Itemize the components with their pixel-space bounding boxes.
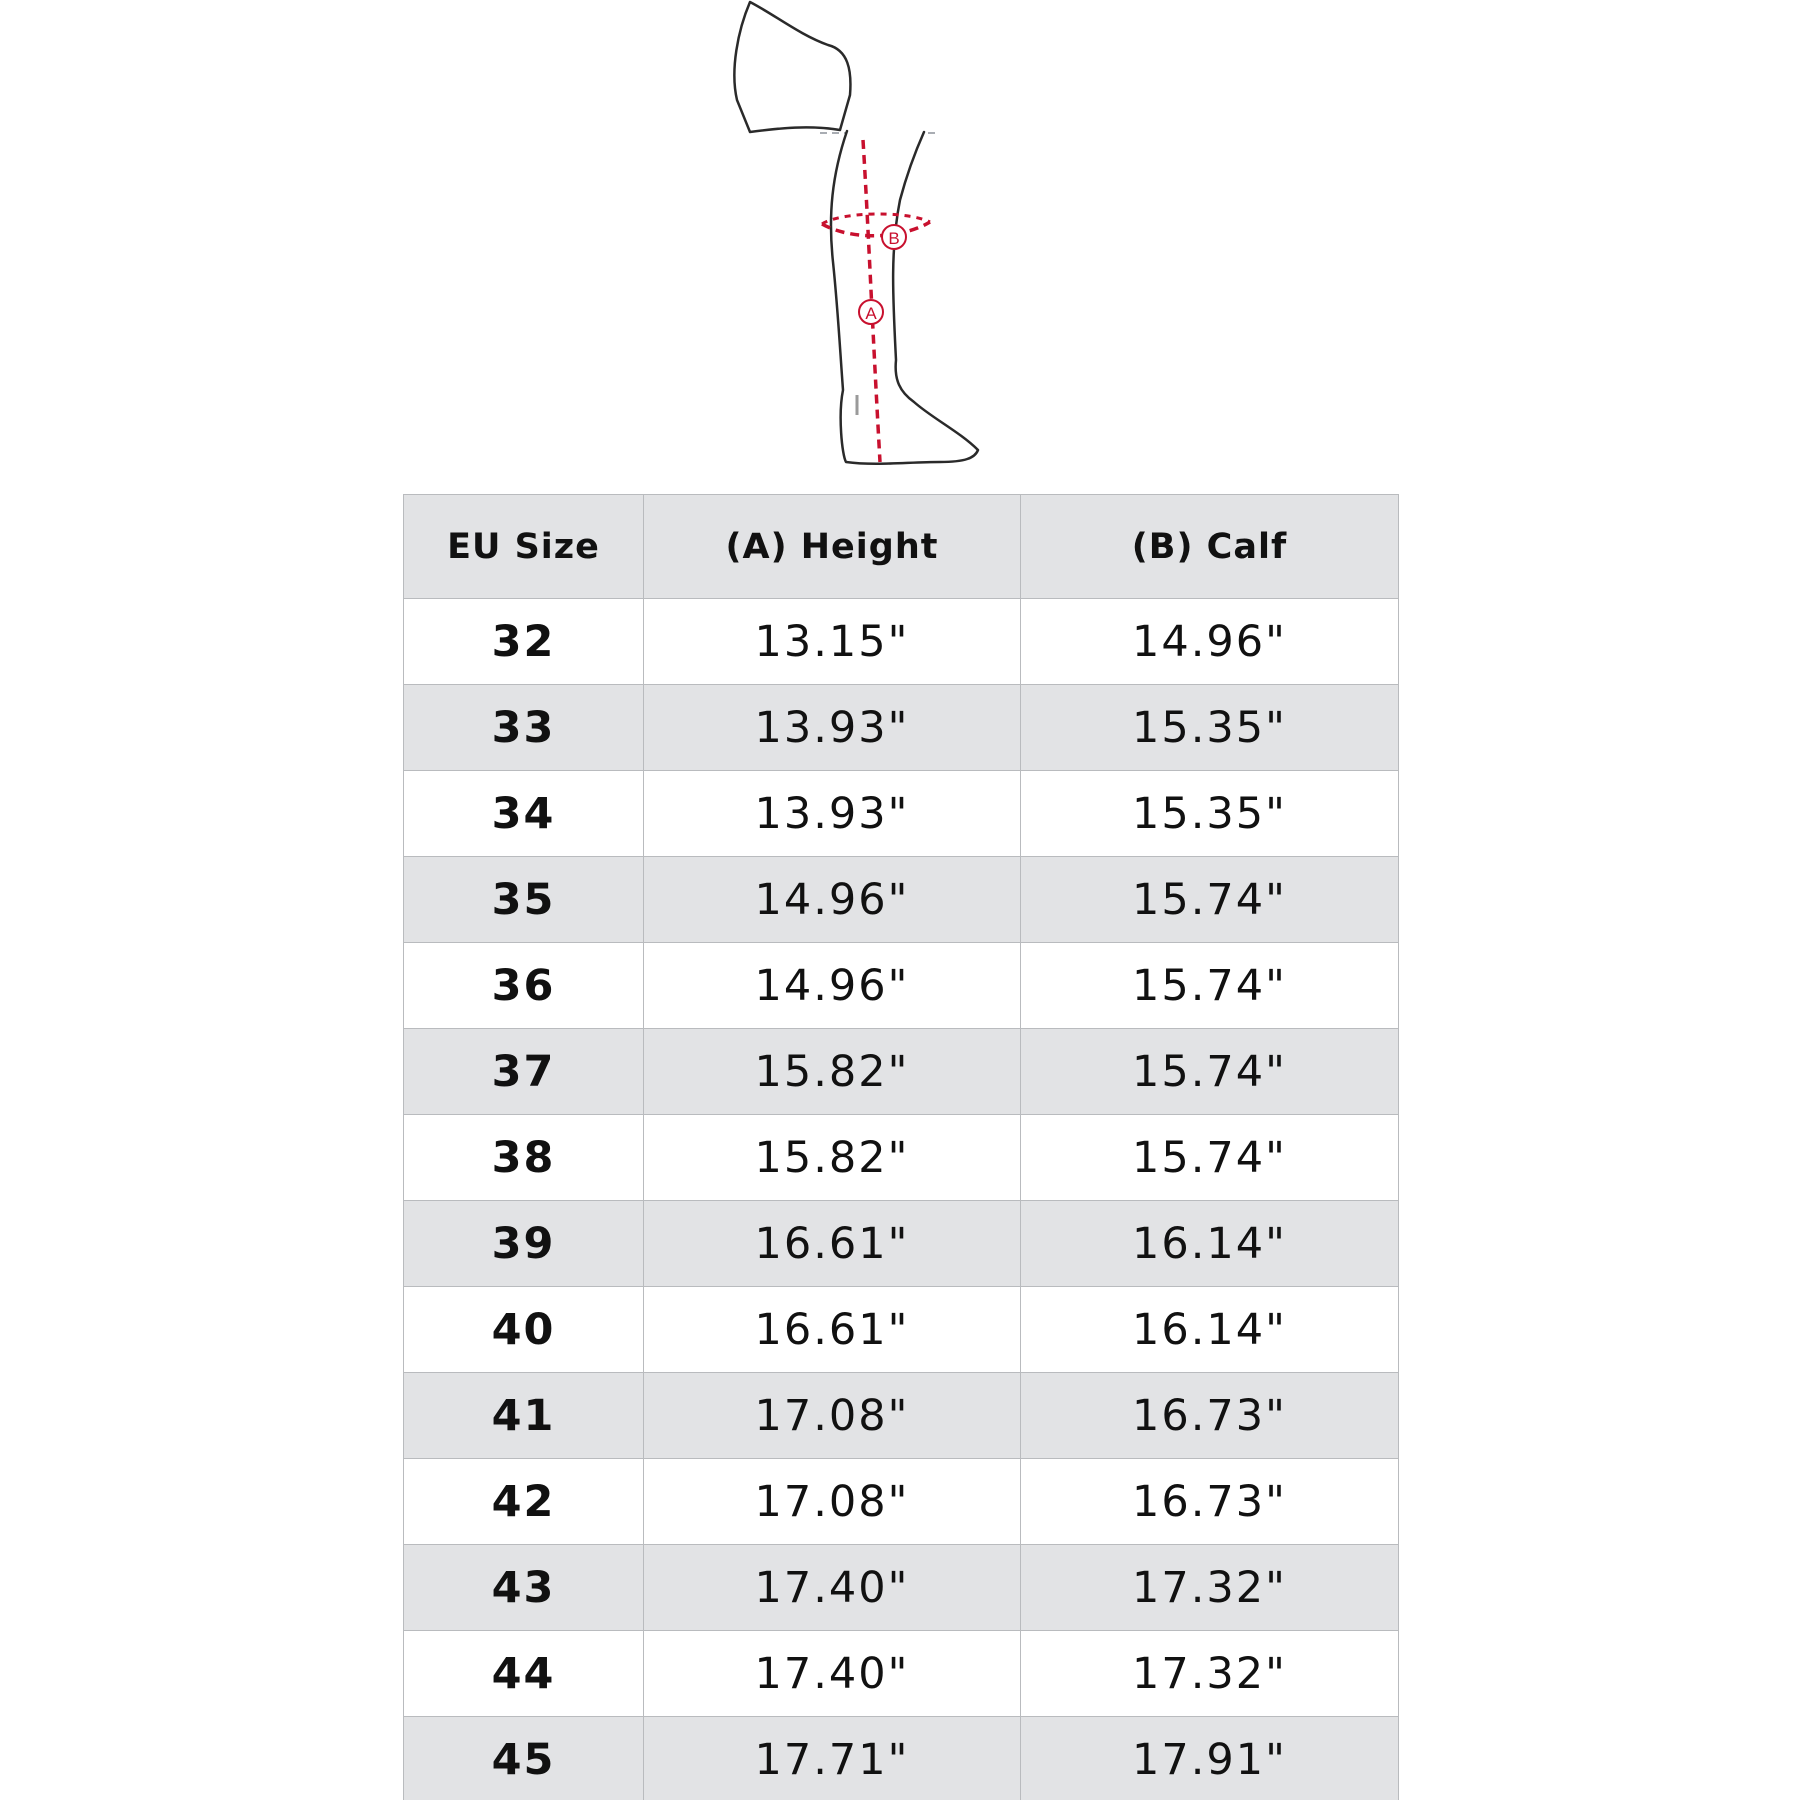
calf-cell: 15.35" <box>1021 685 1399 771</box>
size-cell: 34 <box>404 771 644 857</box>
calf-cell: 17.32" <box>1021 1631 1399 1717</box>
size-cell: 44 <box>404 1631 644 1717</box>
calf-cell: 16.14" <box>1021 1201 1399 1287</box>
height-cell: 16.61" <box>644 1201 1021 1287</box>
table-row <box>404 943 1399 1029</box>
lower-leg-outline <box>831 131 978 464</box>
calf-cell: 16.14" <box>1021 1287 1399 1373</box>
table-row <box>404 1631 1399 1717</box>
size-cell: 42 <box>404 1459 644 1545</box>
table-header-row <box>404 495 1399 599</box>
height-cell: 17.08" <box>644 1459 1021 1545</box>
height-cell: 17.08" <box>644 1373 1021 1459</box>
table-row <box>404 1545 1399 1631</box>
table-row <box>404 599 1399 685</box>
header-height: (A) Height <box>644 495 1021 599</box>
leg-measurement-diagram <box>700 0 1060 470</box>
calf-label-text: B <box>888 229 900 248</box>
table-row <box>404 685 1399 771</box>
size-cell: 32 <box>404 599 644 685</box>
size-cell: 38 <box>404 1115 644 1201</box>
height-cell: 16.61" <box>644 1287 1021 1373</box>
table-row <box>404 1287 1399 1373</box>
height-cell: 17.71" <box>644 1717 1021 1800</box>
height-label-text: A <box>865 304 877 323</box>
table-row <box>404 1459 1399 1545</box>
height-cell: 15.82" <box>644 1029 1021 1115</box>
thigh-outline <box>734 2 850 132</box>
height-cell: 13.93" <box>644 771 1021 857</box>
size-cell: 41 <box>404 1373 644 1459</box>
table-row <box>404 857 1399 943</box>
table-row <box>404 1029 1399 1115</box>
size-cell: 45 <box>404 1717 644 1800</box>
height-cell: 15.82" <box>644 1115 1021 1201</box>
height-cell: 17.40" <box>644 1631 1021 1717</box>
size-cell: 43 <box>404 1545 644 1631</box>
leg-illustration-icon <box>700 0 1060 470</box>
calf-cell: 15.74" <box>1021 857 1399 943</box>
table-row <box>404 1115 1399 1201</box>
size-cell: 33 <box>404 685 644 771</box>
calf-cell: 16.73" <box>1021 1373 1399 1459</box>
height-cell: 14.96" <box>644 857 1021 943</box>
calf-cell: 17.91" <box>1021 1717 1399 1800</box>
table-row <box>404 1717 1399 1800</box>
height-cell: 13.15" <box>644 599 1021 685</box>
size-cell: 39 <box>404 1201 644 1287</box>
table-row <box>404 1373 1399 1459</box>
size-cell: 35 <box>404 857 644 943</box>
height-cell: 17.40" <box>644 1545 1021 1631</box>
header-eu-size: EU Size <box>404 495 644 599</box>
size-chart-table <box>403 494 1399 1800</box>
calf-cell: 14.96" <box>1021 599 1399 685</box>
size-cell: 40 <box>404 1287 644 1373</box>
header-calf: (B) Calf <box>1021 495 1399 599</box>
calf-cell: 15.74" <box>1021 1115 1399 1201</box>
size-cell: 36 <box>404 943 644 1029</box>
calf-cell: 17.32" <box>1021 1545 1399 1631</box>
size-cell: 37 <box>404 1029 644 1115</box>
table-row <box>404 771 1399 857</box>
calf-cell: 15.35" <box>1021 771 1399 857</box>
calf-cell: 15.74" <box>1021 943 1399 1029</box>
calf-cell: 15.74" <box>1021 1029 1399 1115</box>
calf-cell: 16.73" <box>1021 1459 1399 1545</box>
height-cell: 13.93" <box>644 685 1021 771</box>
height-cell: 14.96" <box>644 943 1021 1029</box>
table-row <box>404 1201 1399 1287</box>
